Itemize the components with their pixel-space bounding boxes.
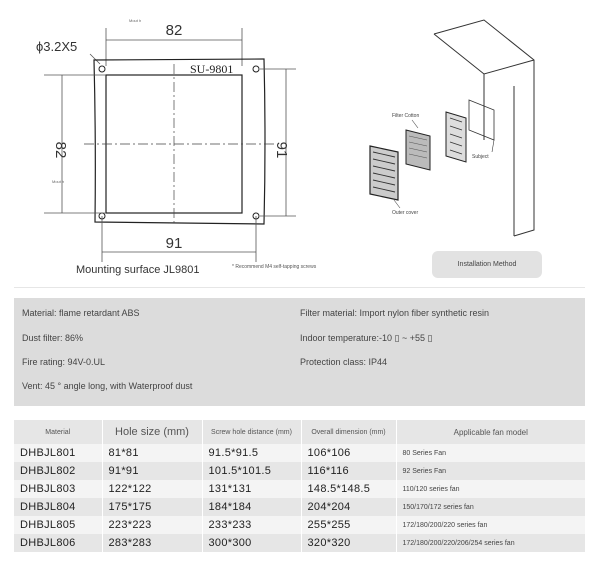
technical-drawing-panel bbox=[14, 0, 585, 288]
dim-left-label: 82 bbox=[52, 141, 69, 159]
dim-right-label: 91 bbox=[273, 141, 290, 159]
cell-model: DHBJL801 bbox=[14, 444, 102, 462]
outer-cover-label: Outer cover bbox=[392, 210, 419, 216]
cell-fan-model: 80 Series Fan bbox=[396, 444, 585, 462]
spec-vent: Vent: 45 ° angle long, with Waterproof dust bbox=[22, 381, 193, 391]
cell-overall-dimension: 148.5*148.5 bbox=[301, 480, 396, 498]
spec-protection-class: Protection class: IP44 bbox=[300, 357, 388, 367]
subject-label: Subject bbox=[472, 154, 489, 160]
header-applicable-fan-model: Applicable fan model bbox=[396, 420, 585, 444]
filter-leader bbox=[412, 120, 418, 128]
cell-model: DHBJL803 bbox=[14, 480, 102, 498]
table-header-row bbox=[14, 420, 585, 444]
screw-note: * Recommend M4 self-tapping screws bbox=[232, 264, 317, 270]
cell-overall-dimension: 106*106 bbox=[301, 444, 396, 462]
cell-fan-model: 172/180/200/220 series fan bbox=[396, 516, 585, 534]
spec-indoor-temperature: Indoor temperature:-10 ▯ ~ +55 ▯ bbox=[300, 333, 433, 343]
header-screw-hole-distance: Screw hole distance (mm) bbox=[202, 420, 301, 444]
cell-hole-size: 122*122 bbox=[102, 480, 202, 498]
table-row bbox=[14, 516, 585, 534]
table-row bbox=[14, 498, 585, 516]
spec-dust-filter: Dust filter: 86% bbox=[22, 333, 84, 343]
model-table-container bbox=[14, 420, 585, 552]
cell-model: DHBJL802 bbox=[14, 462, 102, 480]
specifications-panel bbox=[14, 298, 585, 406]
spec-filter-material: Filter material: Import nylon fiber synthetic resin bbox=[300, 308, 490, 318]
table-row bbox=[14, 444, 585, 462]
header-overall-dimension: Overall dimension (mm) bbox=[301, 420, 396, 444]
cell-screw-distance: 184*184 bbox=[202, 498, 301, 516]
hole-leader bbox=[90, 54, 100, 64]
plate-outline bbox=[94, 59, 265, 224]
filter-cotton-label: Filter Cotton bbox=[392, 113, 420, 119]
cell-overall-dimension: 255*255 bbox=[301, 516, 396, 534]
mouth-label-top: Mout h bbox=[129, 18, 142, 23]
dim-bottom-label: 91 bbox=[165, 235, 183, 252]
cabinet-cutout bbox=[469, 100, 494, 140]
cell-hole-size: 91*91 bbox=[102, 462, 202, 480]
hole-spec-label: ϕ3.2X5 bbox=[36, 39, 78, 54]
cell-fan-model: 150/170/172 series fan bbox=[396, 498, 585, 516]
cell-hole-size: 283*283 bbox=[102, 534, 202, 552]
cover-leader bbox=[394, 200, 400, 208]
cell-fan-model: 92 Series Fan bbox=[396, 462, 585, 480]
cell-hole-size: 223*223 bbox=[102, 516, 202, 534]
cell-overall-dimension: 320*320 bbox=[301, 534, 396, 552]
table-row bbox=[14, 480, 585, 498]
installation-method-button[interactable]: Installation Method bbox=[432, 251, 542, 278]
drawing-canvas bbox=[14, 0, 585, 288]
back-grille bbox=[446, 112, 466, 162]
cell-screw-distance: 233*233 bbox=[202, 516, 301, 534]
cell-hole-size: 81*81 bbox=[102, 444, 202, 462]
cell-model: DHBJL806 bbox=[14, 534, 102, 552]
model-table bbox=[14, 420, 585, 552]
cell-overall-dimension: 204*204 bbox=[301, 498, 396, 516]
cabinet-top bbox=[434, 34, 534, 74]
cell-screw-distance: 101.5*101.5 bbox=[202, 462, 301, 480]
cell-overall-dimension: 116*116 bbox=[301, 462, 396, 480]
model-label: SU-9801 bbox=[190, 62, 234, 76]
dim-top-label: 82 bbox=[165, 22, 183, 39]
spec-fire-rating: Fire rating: 94V-0.UL bbox=[22, 357, 106, 367]
cell-model: DHBJL805 bbox=[14, 516, 102, 534]
cell-hole-size: 175*175 bbox=[102, 498, 202, 516]
cell-model: DHBJL804 bbox=[14, 498, 102, 516]
cell-screw-distance: 131*131 bbox=[202, 480, 301, 498]
cell-screw-distance: 300*300 bbox=[202, 534, 301, 552]
screw-hole bbox=[253, 66, 259, 72]
cell-fan-model: 110/120 series fan bbox=[396, 480, 585, 498]
subject-leader bbox=[492, 140, 494, 152]
cell-fan-model: 172/180/200/220/206/254 series fan bbox=[396, 534, 585, 552]
header-material: Material bbox=[14, 420, 102, 444]
mounting-caption: Mounting surface JL9801 bbox=[76, 264, 200, 276]
cell-screw-distance: 91.5*91.5 bbox=[202, 444, 301, 462]
table-row bbox=[14, 534, 585, 552]
mouth-label-side: Mout h bbox=[52, 179, 65, 184]
header-hole-size: Hole size (mm) bbox=[102, 420, 202, 444]
screw-hole bbox=[99, 66, 105, 72]
table-row bbox=[14, 462, 585, 480]
spec-material: Material: flame retardant ABS bbox=[22, 308, 140, 318]
